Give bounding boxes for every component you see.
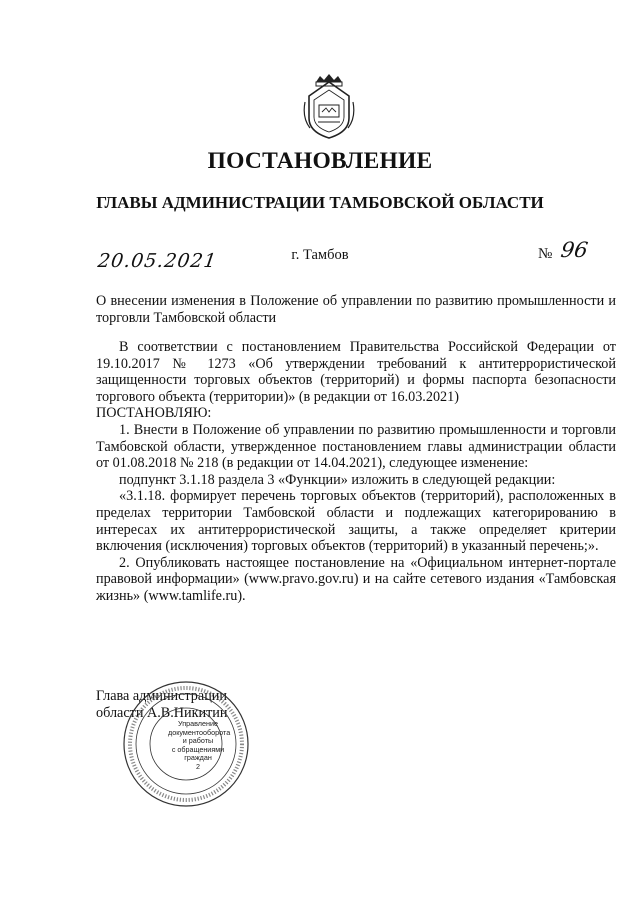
document-body: [96, 339, 616, 605]
paragraph-item-1: 1. Внести в Положение об управлении по развитию промышленности и торговли Тамбовской области, утвержденное постановлением главы администрации области от 01.08.2018 № 218 (в редакции от 14.04.2021), следующее изменение:: [96, 421, 616, 472]
paragraph-new-wording: «3.1.18. формирует перечень торговых объектов (территорий), расположенных в пределах территории Тамбовской области и подлежащих категорированию в интересах их антитеррористической защиты, а также определяет критерии включения (исключения) торговых объектов (территорий) в указанный перечень;».: [96, 488, 616, 555]
document-subject: [96, 293, 616, 326]
signature-title: Глава администрации: [96, 688, 227, 704]
signature-name: области А.В.Никитин: [96, 704, 228, 721]
subject-text: О внесении изменения в Положение об управлении по развитию промышленности и торговли Тамбовской области: [96, 293, 616, 326]
paragraph-item-2: 2. Опубликовать настоящее постановление на «Официальном интернет-портале правовой информации» (www.pravo.gov.ru) и на сайте сетевого издания «Тамбовская жизнь» (www.tamlife.ru).: [96, 554, 616, 604]
number-sign: №: [538, 246, 553, 262]
paragraph-preamble: В соответствии с постановлением Правительства Российской Федерации от 19.10.2017 № 1273 «Об утверждении требований к антитеррористической защищенности торговых объектов (территорий) и формы паспорта безопасности торгового объекта (территории)» (в редакции от 16.03.2021): [96, 339, 616, 405]
handwritten-number: 96: [559, 238, 590, 262]
stamp-inner-text: Управление документооборота и работы с обращениями граждан 2: [168, 719, 231, 771]
paragraph-subitem: подпункт 3.1.18 раздела 3 «Функции» изложить в следующей редакции:: [119, 471, 556, 488]
document-subtitle: ГЛАВЫ АДМИНИСТРАЦИИ ТАМБОВСКОЙ ОБЛАСТИ: [96, 193, 544, 212]
coat-of-arms-emblem: [300, 72, 358, 140]
handwritten-date: 20.05.2021: [96, 250, 219, 272]
city-label: г. Тамбов: [291, 247, 349, 263]
document-title: ПОСТАНОВЛЕНИЕ: [207, 148, 433, 174]
decree-word: ПОСТАНОВЛЯЮ:: [96, 405, 212, 422]
